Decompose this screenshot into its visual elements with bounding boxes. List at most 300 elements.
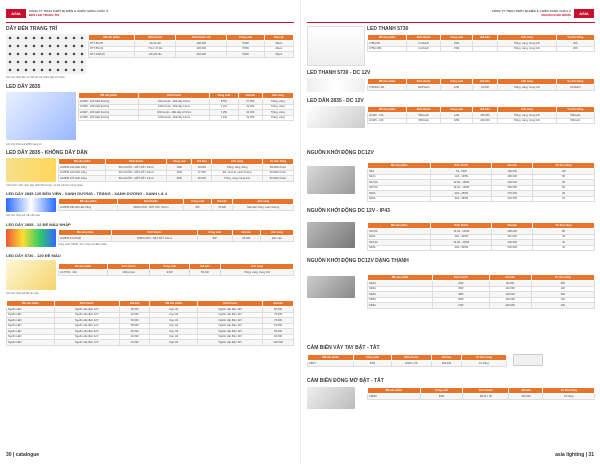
column-header: Ánh sáng: [498, 107, 557, 113]
table-cell: Nguồn cấp điện 12V: [54, 340, 119, 346]
table-cell: Trắng, vàng, trung tính: [498, 41, 557, 47]
table-cell: 5M/cuộn: [556, 113, 594, 119]
table-row: [308, 361, 507, 367]
table-cell: 100m/cuộn - Mặt dây 12,5mm: [139, 110, 209, 116]
table-cell: 20pcs: [264, 52, 293, 58]
table-cell: N5A: [368, 169, 431, 175]
table-cell: 8W: [197, 236, 232, 242]
column-header: Giá bán: [211, 199, 233, 205]
column-header: Kích thước: [198, 301, 263, 307]
table-cell: N25A: [368, 234, 431, 240]
column-header: Giá bán: [492, 163, 533, 169]
column-header: Vỏ đơn hàng: [556, 79, 594, 85]
table-cell: 60.000: [263, 334, 294, 340]
table-cell: 48W: [432, 292, 489, 298]
table-cell: 110.000: [489, 286, 531, 292]
table-cell: Nguồn LED: [7, 318, 55, 324]
note-text: Chú thích: Mỗi cuộn dây LED 50m/cuộn, có thể cắt theo từng đoạn: [6, 184, 83, 187]
table-cell: 23.000: [119, 340, 150, 346]
table-cell: 40A - 500W: [431, 245, 492, 251]
table-row: [79, 115, 294, 121]
table-cell: 540.000: [492, 245, 533, 251]
table-cell: 16,5A - 200W: [431, 229, 492, 235]
table-cell: 20A - 250W: [431, 191, 492, 197]
product-table: [367, 274, 595, 309]
table-cell: 30A - 360W: [431, 196, 492, 202]
table-cell: 1m/thanh: [407, 41, 441, 47]
table-cell: 250.000: [492, 185, 533, 191]
table-cell: Nguồn cấp điện 12V: [54, 307, 119, 313]
table-cell: 38.000: [119, 323, 150, 329]
page-footer: 30 | catalogue: [6, 452, 40, 458]
table-cell: Trắng, vàng: [262, 104, 293, 110]
section-title: DÂY ĐÈN TRANG TRÍ: [6, 26, 58, 32]
table-cell: LD305 - 180 LED thường: [79, 104, 139, 110]
table-cell: LD425 - 120: [368, 113, 407, 119]
table-cell: LD2835-DB-120 LED trắng: [59, 205, 118, 211]
table-cell: 33.000: [119, 312, 150, 318]
section-title: LED THANH 5730: [367, 26, 409, 32]
table-cell: 7,1W: [209, 115, 238, 121]
table-cell: Mái viền trắng, xanh dương: [233, 205, 294, 211]
column-header: Mã sản phẩm: [79, 93, 139, 99]
table-cell: LD307 - 180 LED thường: [79, 110, 139, 116]
column-header: Công suất: [150, 264, 189, 270]
column-header: Kích thước: [407, 107, 441, 113]
table-cell: Kẹp nối: [150, 318, 198, 324]
table-cell: 50m/CUỘN - MẶT DÂY 10mm: [106, 170, 167, 176]
column-header: Giá bán: [119, 301, 150, 307]
table-cell: 32.000: [239, 104, 262, 110]
led-5730-image: [6, 260, 56, 290]
column-header: Mã sản phẩm: [368, 223, 431, 229]
table-cell: 30.000: [119, 329, 150, 335]
led-strip-image: [6, 158, 56, 182]
table-cell: Nguồn LED: [7, 340, 55, 346]
brand-logo: ASIA: [6, 9, 26, 18]
table-cell: Trắng, vàng: [262, 115, 293, 121]
note-text: Ghi chú: Dây led đế cao cấp: [6, 292, 39, 295]
table-cell: 78.000: [211, 205, 233, 211]
section-title: LED THANH 5730 - DC 12V: [307, 70, 371, 76]
table-cell: 280.000: [492, 229, 533, 235]
table-row: [368, 303, 595, 309]
led-strip-image: [6, 198, 56, 212]
table-cell: Trắng, vàng, hồng: [212, 165, 263, 171]
table-cell: 760W: [227, 52, 264, 58]
column-header: Kích thước: [54, 301, 119, 307]
table-cell: LD2835-240 LED trắng: [59, 165, 106, 171]
table-cell: 60W: [420, 394, 463, 400]
table-cell: Nguồn LED: [7, 307, 55, 313]
table-cell: 20K: [556, 46, 594, 52]
table-cell: 150.000: [509, 394, 543, 400]
section-title: NGUỒN KHỞI ĐỘNG DC12V: [307, 150, 374, 156]
table-cell: Nguồn cấp điện 12V: [198, 334, 263, 340]
column-header: Công suất: [197, 230, 232, 236]
table-cell: LD-5730 - 120: [59, 270, 108, 276]
column-header: Giá bán: [509, 388, 543, 394]
table-cell: LD2835-12V-RGB: [59, 236, 112, 242]
table-cell: Trắng, vàng, trung tính: [498, 113, 557, 119]
table-cell: 200.000: [492, 180, 533, 186]
table-cell: 50: [533, 185, 595, 191]
table-row: [368, 85, 595, 91]
table-cell: Nguồn cấp điện 12V: [198, 318, 263, 324]
table-cell: 50M/CUỘN - MẶT DÂY 10mm: [112, 236, 197, 242]
table-cell: LD425 - 240: [368, 118, 407, 124]
column-header: Ánh sáng: [260, 230, 293, 236]
column-header: Mã sản phẩm: [368, 107, 407, 113]
table-cell: 7,2W: [209, 110, 238, 116]
column-header: Công suất: [184, 199, 211, 205]
section-title: CẢM BIẾN ĐÓNG MỞ BẬT - TẮT: [307, 378, 384, 384]
column-header: Vỏ đơn hàng: [533, 163, 595, 169]
column-header: Điện áp: [264, 35, 293, 41]
table-cell: Đỏ, xanh lá, xanh dương: [212, 170, 263, 176]
product-table: [367, 387, 595, 400]
table-cell: N16,5A: [368, 185, 431, 191]
table-cell: LT5M-5M: [368, 41, 407, 47]
table-cell: LT5030C-1M: [368, 85, 407, 91]
table-cell: Nguồn LED: [7, 334, 55, 340]
table-row: [59, 270, 294, 276]
section-title: LED DÂN 2835 - DC 12V: [307, 98, 364, 104]
table-cell: N30A: [368, 196, 431, 202]
table-cell: Kẹp nối: [150, 312, 198, 318]
column-header: Công suất: [209, 93, 238, 99]
table-cell: 7,1W: [209, 104, 238, 110]
table-cell: 5M/Cuộn: [407, 118, 441, 124]
table-cell: LD2835-276 LED trắng: [59, 176, 106, 182]
column-header: Giá bán: [192, 159, 212, 165]
section-title: LED DÂY 5730 - 120 ĐÈ MÀU: [6, 253, 61, 258]
table-cell: 150.000: [432, 361, 462, 367]
column-header: Vỏ đơn hàng: [262, 159, 293, 165]
column-header: Kích thước: [407, 35, 441, 41]
power-supply-image: [307, 166, 355, 194]
table-cell: 33.000: [192, 165, 212, 171]
table-cell: 7.5m/ 15 đui: [135, 46, 176, 52]
product-table: [367, 34, 595, 52]
accessories-table: [6, 300, 294, 346]
column-header: Công suất: [167, 159, 192, 165]
table-cell: 5M/cuộn: [556, 118, 594, 124]
product-table: [58, 229, 294, 242]
table-cell: 100m/cuộn - Mặt dây 11mm: [139, 115, 209, 121]
column-header: Kích thước: [432, 275, 489, 281]
column-header: Ánh sáng: [498, 35, 557, 41]
left-header: [6, 4, 108, 22]
column-header: Mã sản phẩm: [59, 199, 118, 205]
table-cell: 50M/CUỘN - MẶT DÂY 10mm: [118, 205, 184, 211]
column-header: Kích thước: [463, 388, 509, 394]
table-cell: 90.000: [489, 281, 531, 287]
table-cell: Trắng, vàng, trung tính: [498, 85, 557, 91]
column-header: Giá bán: [189, 264, 220, 270]
column-header: Vỏ đơn hàng: [543, 388, 595, 394]
table-cell: Nguồn cấp điện 12V: [54, 334, 119, 340]
table-cell: 150.000: [472, 113, 497, 119]
column-header: Ánh sáng: [233, 199, 294, 205]
table-cell: 40: [533, 234, 595, 240]
column-header: Giá bán: [263, 301, 294, 307]
table-cell: 95.000: [232, 236, 260, 242]
column-header: Công suất: [441, 35, 473, 41]
led-bar-image: [307, 26, 365, 66]
column-header: Mã sản phẩm: [368, 388, 421, 394]
table-cell: ND4A: [368, 292, 433, 298]
column-header: Mã sản phẩm: [59, 230, 112, 236]
table-cell: 200: [531, 281, 594, 287]
table-cell: ND2A: [368, 281, 433, 287]
page-subtitle: ĐÈN LED TRANG TRÍ: [29, 13, 60, 17]
table-cell: 100m/cuộn - Mặt dây 10mm: [139, 99, 209, 105]
column-header: Kích thước: [106, 159, 167, 165]
note-text: Ghi chú: Dây led 2835 trang trí: [6, 143, 42, 146]
table-cell: 60W: [354, 361, 391, 367]
table-cell: Trắng, vàng, trung tính: [498, 118, 557, 124]
note-text: Ghi chú: Dây led viền đa màu: [6, 214, 41, 217]
table-cell: 340.000: [492, 240, 533, 246]
led-bar-image: [307, 78, 365, 92]
table-cell: 34.000: [239, 110, 262, 116]
column-header: Mã sản phẩm: [7, 301, 55, 307]
table-cell: 63.000: [263, 323, 294, 329]
column-header: Mã sản phẩm: [89, 35, 135, 41]
table-cell: ND6A: [368, 303, 433, 309]
table-cell: 40.000: [119, 334, 150, 340]
table-cell: 200.000: [176, 46, 227, 52]
table-cell: 60W: [432, 297, 489, 303]
table-cell: 100: [531, 297, 594, 303]
table-cell: 180.000: [492, 174, 533, 180]
table-cell: 32: [533, 245, 595, 251]
table-cell: Nguồn cấp điện 12V: [198, 340, 263, 346]
column-header: Kích thước: [431, 223, 492, 229]
column-header: Công suất: [420, 388, 463, 394]
company-name: CÔNG TY TNHH THIẾT BỊ ĐIỆN & CHIẾU SÁNG CHÂU Á: [29, 9, 109, 13]
table-cell: N16,5A: [368, 229, 431, 235]
string-light-image: [6, 34, 86, 74]
column-header: Công suất: [354, 355, 391, 361]
table-cell: 100: [531, 303, 594, 309]
table-cell: DTT-5M-10: [89, 46, 135, 52]
table-cell: Ø140 x 35: [463, 394, 509, 400]
product-table: [58, 263, 294, 276]
table-cell: 100m/cuộn: [108, 270, 150, 276]
table-cell: 200.000: [489, 303, 531, 309]
page-subtitle: NGUỒN KHỞI ĐỘNG: [541, 13, 571, 17]
page-footer: asia lighting | 31: [555, 452, 594, 458]
column-header: Giá bán: [492, 223, 533, 229]
table-cell: 30.000: [119, 318, 150, 324]
table-cell: Đổi màu: [260, 236, 293, 242]
table-cell: 370.000: [492, 191, 533, 197]
right-page: [300, 0, 600, 464]
table-cell: Ø140 x 30: [391, 361, 431, 367]
table-cell: Trắng, vàng, trung tính: [498, 46, 557, 52]
table-cell: 8W: [184, 205, 211, 211]
table-cell: 80: [533, 229, 595, 235]
table-cell: 15W: [441, 46, 473, 52]
table-row: [59, 236, 294, 242]
table-cell: Trắng, vàng, trung tính: [221, 270, 294, 276]
table-cell: 100: [531, 286, 594, 292]
power-supply-image: [307, 222, 355, 248]
table-cell: 12W: [441, 113, 473, 119]
table-cell: 1M/Thanh: [407, 85, 441, 91]
note-text: Công suất: 5W/M, 12V, chạy bộ điều khiển: [58, 243, 107, 246]
column-header: Ánh sáng: [221, 264, 294, 270]
right-header: [492, 4, 594, 22]
table-cell: 240.000: [472, 118, 497, 124]
column-header: Giá bán: [472, 35, 497, 41]
table-cell: 120: [533, 169, 595, 175]
table-cell: 200.000: [176, 41, 227, 47]
table-cell: 760W: [227, 41, 264, 47]
table-row: [368, 46, 595, 52]
table-cell: 50.000: [263, 329, 294, 335]
column-header: Ánh sáng: [212, 159, 263, 165]
column-header: Giá bán: [489, 275, 531, 281]
column-header: Kích thước: [431, 163, 492, 169]
table-cell: [472, 46, 497, 52]
table-row: [59, 176, 294, 182]
table-cell: 120.000: [263, 340, 294, 346]
table-cell: 16,5A - 200W: [431, 185, 492, 191]
column-header: Kích thước: [391, 355, 431, 361]
table-cell: Nguồn cấp điện 12V: [198, 323, 263, 329]
table-cell: 50/100m/cuộn: [262, 165, 293, 171]
table-cell: LT5M-10M: [368, 46, 407, 52]
table-cell: 75.000: [263, 312, 294, 318]
product-table: [307, 354, 507, 367]
table-cell: 10A - 120W: [431, 174, 492, 180]
table-cell: 10m/20 đui: [135, 52, 176, 58]
table-cell: 80.000: [263, 307, 294, 313]
table-cell: 120.000: [489, 292, 531, 298]
column-header: Mã sản phẩm: [368, 275, 433, 281]
table-cell: 70.000: [263, 318, 294, 324]
product-table: [88, 34, 294, 58]
table-cell: Nguồn cấp điện 12V: [198, 329, 263, 335]
table-cell: 50m/CUỘN - MẶT DÂY 10mm: [106, 165, 167, 171]
table-cell: 12W: [441, 85, 473, 91]
column-header: Vỏ đơn hàng: [556, 107, 594, 113]
column-header: Kích thước: [112, 230, 197, 236]
table-cell: 10 trắng: [461, 361, 506, 367]
table-cell: ND3A: [368, 286, 433, 292]
table-cell: 28.000: [119, 307, 150, 313]
table-cell: Nguồn LED: [7, 329, 55, 335]
table-row: [89, 52, 294, 58]
table-cell: 10 trắng: [543, 394, 595, 400]
table-cell: Kẹp nối: [150, 329, 198, 335]
brand-logo: ASIA: [574, 9, 594, 18]
table-cell: 5M/Cuộn: [407, 113, 441, 119]
table-cell: LD305 - 100 LED thường: [79, 99, 139, 105]
table-cell: 60: [533, 180, 595, 186]
table-row: [7, 340, 294, 346]
table-cell: 9,5W: [150, 270, 189, 276]
section-title: LED DÂY 2835 120 ĐÈN VIỀN - XANH DƯƠNG - TRẮNG - XANH DƯƠNG - XANH LÁ 4: [6, 191, 167, 196]
table-cell: N40A: [368, 245, 431, 251]
company-name: CÔNG TY TNHH THIẾT BỊ ĐIỆN & CHIẾU SÁNG CHÂU Á: [491, 9, 571, 13]
column-header: Công suất: [441, 79, 473, 85]
power-supply-image: [307, 276, 355, 298]
table-cell: Kẹp nối: [150, 340, 198, 346]
table-cell: 36W: [167, 176, 192, 182]
column-header: Vỏ đơn hàng: [531, 275, 594, 281]
table-cell: 80: [533, 174, 595, 180]
rgb-strip-image: [6, 229, 56, 247]
table-cell: 5m/10 đui: [135, 41, 176, 47]
table-cell: 44.000: [472, 85, 497, 91]
table-cell: CBDM: [368, 394, 421, 400]
table-cell: 33,3A - 400W: [431, 240, 492, 246]
column-header: Kích thước: [108, 264, 150, 270]
table-cell: 50/100m/cuộn: [262, 176, 293, 182]
table-cell: Nguồn LED: [7, 323, 55, 329]
table-cell: 27.000: [239, 99, 262, 105]
product-table: [367, 162, 595, 202]
table-cell: 40: [533, 240, 595, 246]
table-cell: 25A - 300W: [431, 234, 492, 240]
table-cell: Kẹp nối: [150, 334, 198, 340]
section-title: LED DÂY 2835 - KHÔNG DÂY DẪN: [6, 150, 88, 156]
table-cell: 62.000: [239, 115, 262, 121]
table-cell: 18W: [441, 118, 473, 124]
column-header: Mã sản phẩm: [59, 264, 108, 270]
column-header: Mã sản phẩm: [368, 35, 407, 41]
table-cell: Kẹp nối: [150, 323, 198, 329]
column-header: Công suất: [441, 107, 473, 113]
section-title: NGUỒN KHỞI ĐỘNG DC 12V - IP43: [307, 208, 390, 214]
table-cell: DTT-5M-05: [89, 41, 135, 47]
table-cell: 1m/thanh: [407, 46, 441, 52]
column-header: Vỏ đơn hàng: [556, 35, 594, 41]
table-cell: Nguồn cấp điện 12V: [54, 323, 119, 329]
table-cell: 46.000: [192, 176, 212, 182]
column-header: Giá bán: [472, 79, 497, 85]
table-cell: Nguồn cấp điện 12V: [198, 307, 263, 313]
column-header: Giá bán: [472, 107, 497, 113]
product-table: [58, 198, 294, 211]
column-header: Kích thước: [407, 79, 441, 85]
table-cell: 72W: [432, 303, 489, 309]
table-row: [368, 118, 595, 124]
section-title: NGUỒN KHỞI ĐỘNG DC12V DẠNG THANH: [307, 258, 409, 264]
table-cell: CBVT: [308, 361, 354, 367]
table-cell: 15W: [441, 41, 473, 47]
table-cell: 10W: [167, 170, 192, 176]
table-cell: 100m/cuộn - Mặt dây 11mm: [139, 104, 209, 110]
column-header: Giá bán: [239, 93, 262, 99]
table-cell: Trắng, vàng: [262, 110, 293, 116]
column-header: Mã sản phẩm: [150, 301, 198, 307]
column-header: Ánh sáng: [262, 93, 293, 99]
table-cell: 8,5W: [209, 99, 238, 105]
table-cell: Nguồn cấp điện 12V: [54, 318, 119, 324]
table-cell: 20pcs: [264, 46, 293, 52]
table-cell: Nguồn LED: [7, 312, 55, 318]
table-cell: N20A: [368, 191, 431, 197]
table-cell: 310.000: [492, 234, 533, 240]
table-cell: 50m/CUỘN - MẶT DÂY 14mm: [106, 176, 167, 182]
section-title: LED DÂY 2835 - 12 ĐÈ MẦU NHẤP: [6, 222, 71, 227]
column-header: Mã sản phẩm: [59, 159, 106, 165]
